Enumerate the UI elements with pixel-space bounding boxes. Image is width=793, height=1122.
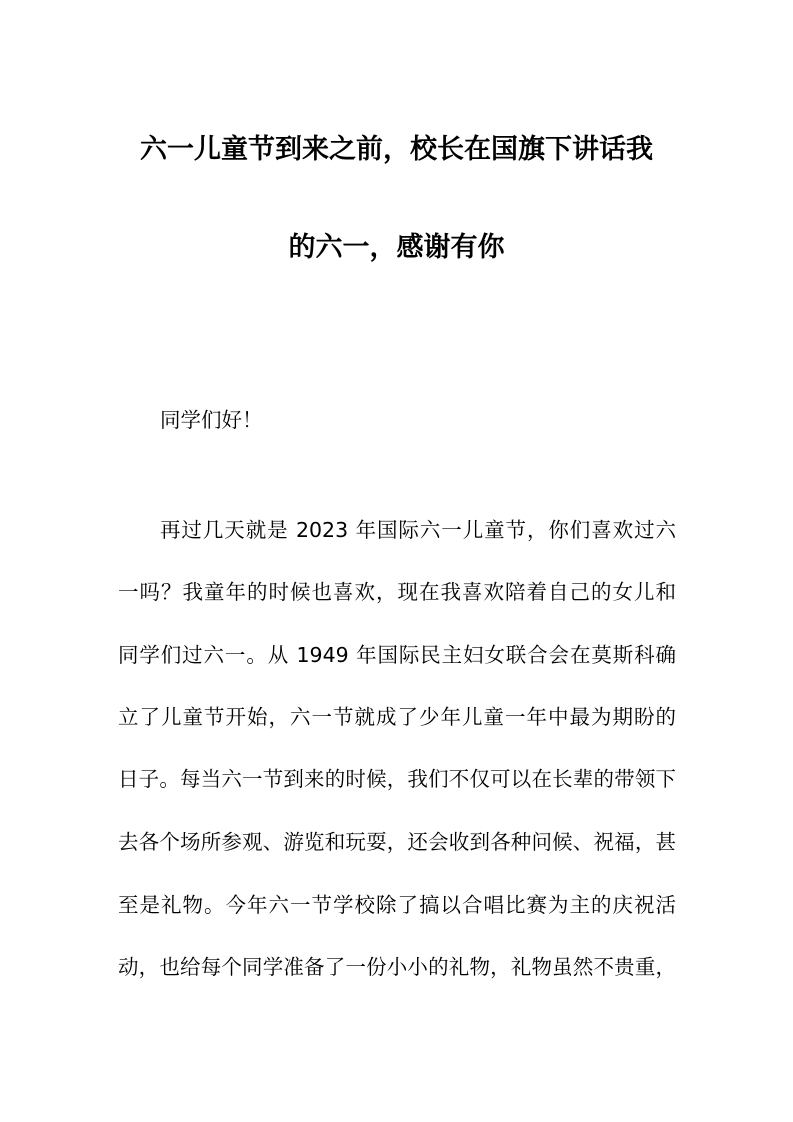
- paragraph-line: 日子。每当六一节到来的时候，我们不仅可以在长辈的带领下: [118, 767, 676, 791]
- paragraph-line: 再过几天就是 2023 年国际六一儿童节，你们喜欢过六: [160, 518, 676, 542]
- title-line-2: 的六一，感谢有你: [288, 232, 505, 263]
- paragraph-line: 一吗？我童年的时候也喜欢，现在我喜欢陪着自己的女儿和: [118, 580, 676, 604]
- paragraph-line: 同学们过六一。从 1949 年国际民主妇女联合会在莫斯科确: [118, 643, 676, 667]
- title-line-1: 六一儿童节到来之前，校长在国旗下讲话我: [140, 134, 653, 165]
- paragraph-line: 去各个场所参观、游览和玩耍，还会收到各种问候、祝福，甚: [118, 830, 676, 854]
- greeting: 同学们好！: [160, 408, 263, 432]
- paragraph-line: 动，也给每个同学准备了一份小小的礼物，礼物虽然不贵重，: [118, 955, 676, 979]
- paragraph-line: 至是礼物。今年六一节学校除了搞以合唱比赛为主的庆祝活: [118, 893, 676, 917]
- paragraph-line: 立了儿童节开始，六一节就成了少年儿童一年中最为期盼的: [118, 705, 676, 729]
